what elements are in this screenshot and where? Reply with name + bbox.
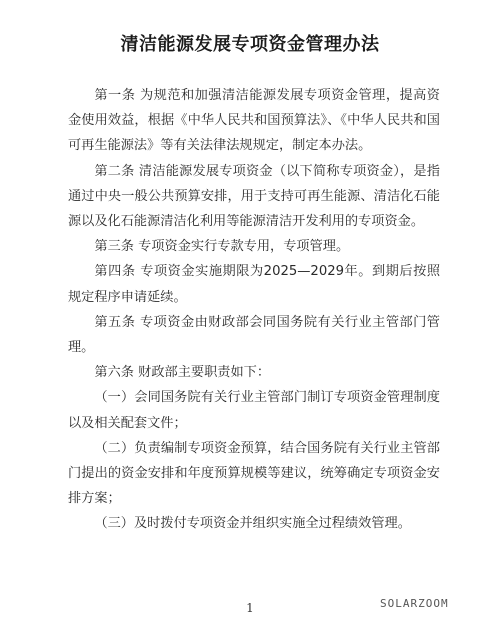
article-2: 第二条 清洁能源发展专项资金（以下简称专项资金），是指通过中央一般公共预算安排，用于支持可再生能源、清洁化石能源以及化石能源清洁化利用等能源清洁开发利用的专项资金。 — [68, 163, 440, 230]
document-body — [68, 83, 440, 537]
article-3: 第三条 专项资金实行专款专用，专项管理。 — [94, 239, 350, 255]
page-number: 1 — [246, 601, 254, 615]
article-6-item-2: （二）负责编制专项资金预算，结合国务院有关行业主管部门提出的资金安排和年度预算规模等建议，统筹确定专项资金安排方案； — [68, 440, 440, 507]
article-4: 第四条 专项资金实施期限为2025—2029年。到期后按照规定程序申请延续。 — [68, 264, 440, 305]
document-title: 清洁能源发展专项资金管理办法 — [120, 34, 380, 55]
article-1: 第一条 为规范和加强清洁能源发展专项资金管理，提高资金使用效益，根据《中华人民共和国预算法》、《中华人民共和国可再生能源法》等有关法律法规规定，制定本办法。 — [68, 88, 440, 154]
article-6-item-3: （三）及时拨付专项资金并组织实施全过程绩效管理。 — [94, 516, 411, 532]
article-5: 第五条 专项资金由财政部会同国务院有关行业主管部门管理。 — [68, 314, 440, 356]
article-6: 第六条 财政部主要职责如下： — [94, 365, 271, 381]
watermark-text: SOLARZOOM — [380, 597, 449, 610]
article-6-item-1: （一）会同国务院有关行业主管部门制订专项资金管理制度以及相关配套文件； — [68, 390, 440, 431]
